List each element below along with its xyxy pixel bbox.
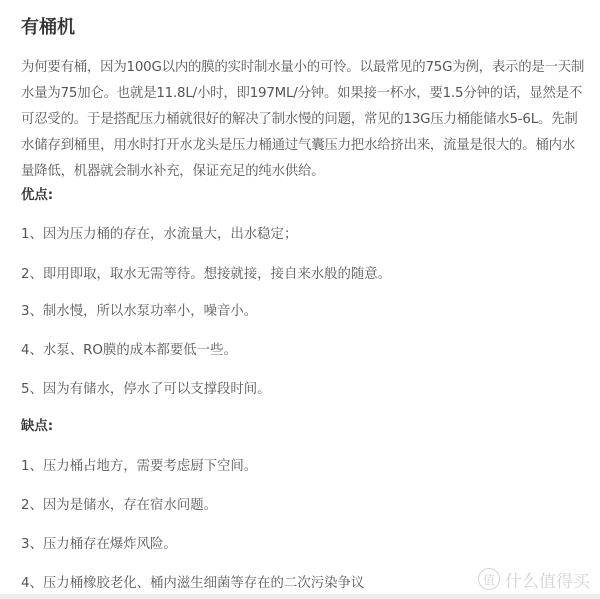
article-title: 有桶机 (21, 17, 75, 38)
pros-item: 2、即用即取，取水无需等待。想接就接，接自来水般的随意。 (21, 267, 392, 282)
pros-item: 1、因为压力桶的存在，水流量大，出水稳定； (21, 227, 298, 242)
cons-item: 4、压力桶橡胶老化、桶内滋生细菌等存在的二次污染争议 (21, 576, 365, 591)
pros-heading: 优点: (21, 188, 54, 203)
smzdm-logo-icon: 值 (478, 568, 500, 590)
watermark-text: 什么值得买 (505, 571, 590, 592)
cons-item: 1、压力桶占地方，需要考虑厨下空间。 (21, 459, 258, 474)
bottom-divider (0, 594, 600, 599)
cons-heading: 缺点: (21, 419, 54, 434)
cons-item: 2、因为是储水，存在宿水问题。 (21, 498, 217, 513)
cons-item: 3、压力桶存在爆炸风险。 (21, 537, 177, 552)
intro-paragraph: 为何要有桶，因为100G以内的膜的实时制水量小的可怜。以最常见的75G为例，表示的是一天制水量为75加仑。也就是11.8L/小时，即197ML/分钟。如果接一杯水，要1.5分钟的话，显然是不可忍受的。于是搭配压力桶就很好的解决了制水慢的问题，常见的13G压力桶能储水5-6L。先制水储存到桶里，用水时打开水龙头是压力桶通过气囊压力把水给挤出来，流量是很大的。桶内水量降低，机器就会制水补充，保证充足的纯水供给。 (21, 60, 585, 179)
pros-item: 3、制水慢，所以水泵功率小，噪音小。 (21, 304, 258, 319)
pros-item: 5、因为有储水，停水了可以支撑段时间。 (21, 382, 271, 397)
watermark (478, 567, 590, 591)
pros-item: 4、水泵、RO膜的成本都要低一些。 (21, 343, 237, 358)
